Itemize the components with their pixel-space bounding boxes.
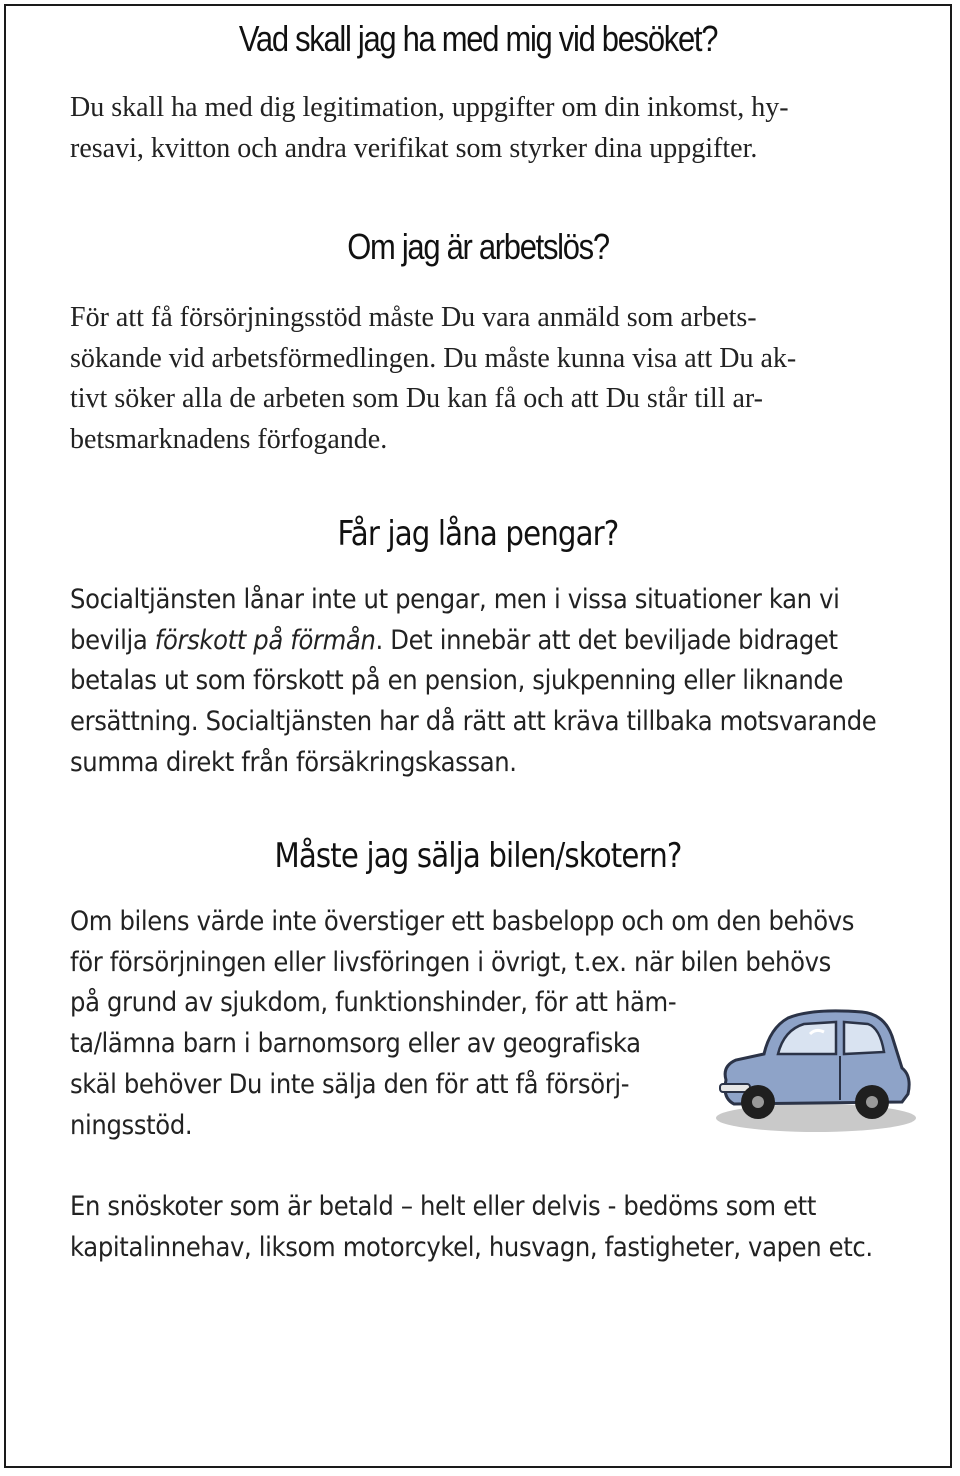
text-line: En snöskoter som är betald – helt eller delvis - bedöms som ett: [70, 1191, 817, 1222]
text-line: sökande vid arbetsförmedlingen. Du måste kunna visa att Du ak-: [70, 342, 797, 374]
heading-borrow-money: Får jag låna pengar?: [337, 514, 619, 554]
text-line: bevilja förskott på förmån. Det innebär att det beviljade bidraget: [70, 624, 838, 656]
heading-what-to-bring: Vad skall jag ha med mig vid besöket?: [238, 18, 718, 59]
car-icon: [712, 1006, 918, 1138]
text-line: på grund av sjukdom, funktionshinder, för att häm-: [70, 987, 677, 1019]
text-line: resavi, kvitton och andra verifikat som styrker dina uppgifter.: [70, 132, 758, 164]
text-line: summa direkt från försäkringskassan.: [70, 746, 517, 778]
paragraph-borrow-money: [70, 580, 876, 784]
paragraph-unemployed: [70, 298, 796, 461]
italic-term: förskott på förmån: [154, 624, 376, 656]
text-line: kapitalinnehav, liksom motorcykel, husvagn, fastigheter, vapen etc.: [70, 1231, 873, 1263]
text-line: tivt söker alla de arbeten som Du kan få och att Du står till ar-: [70, 383, 763, 415]
text-line: betalas ut som förskott på en pension, sjukpenning eller liknande: [70, 665, 844, 697]
text-line: ta/lämna barn i barnomsorg eller av geografiska: [70, 1028, 641, 1060]
text-line: För att få försörjningsstöd måste Du vara anmäld som arbets-: [70, 302, 757, 333]
heading-unemployed: Om jag är arbetslös?: [347, 226, 609, 267]
text-line: skäl behöver Du inte sälja den för att få försörj-: [70, 1068, 630, 1100]
text-line: ersättning. Socialtjänsten har då rätt att kräva tillbaka motsvarande: [70, 706, 877, 738]
text-line: Socialtjänsten lånar inte ut pengar, men i vissa situationer kan vi: [70, 584, 840, 615]
text-line: betsmarknadens förfogande.: [70, 424, 388, 456]
text-line: för försörjningen eller livsföringen i övrigt, t.ex. när bilen behövs: [70, 946, 831, 978]
text-line: Om bilens värde inte överstiger ett basbelopp och om den behövs: [70, 906, 855, 937]
heading-sell-car: Måste jag sälja bilen/skotern?: [274, 836, 682, 876]
paragraph-what-to-bring: [70, 88, 789, 169]
text-line: Du skall ha med dig legitimation, uppgifter om din inkomst, hy-: [70, 92, 789, 123]
document-page: [4, 4, 952, 1468]
paragraph-snowmobile: [70, 1187, 873, 1268]
text-line: ningsstöd.: [70, 1109, 193, 1141]
